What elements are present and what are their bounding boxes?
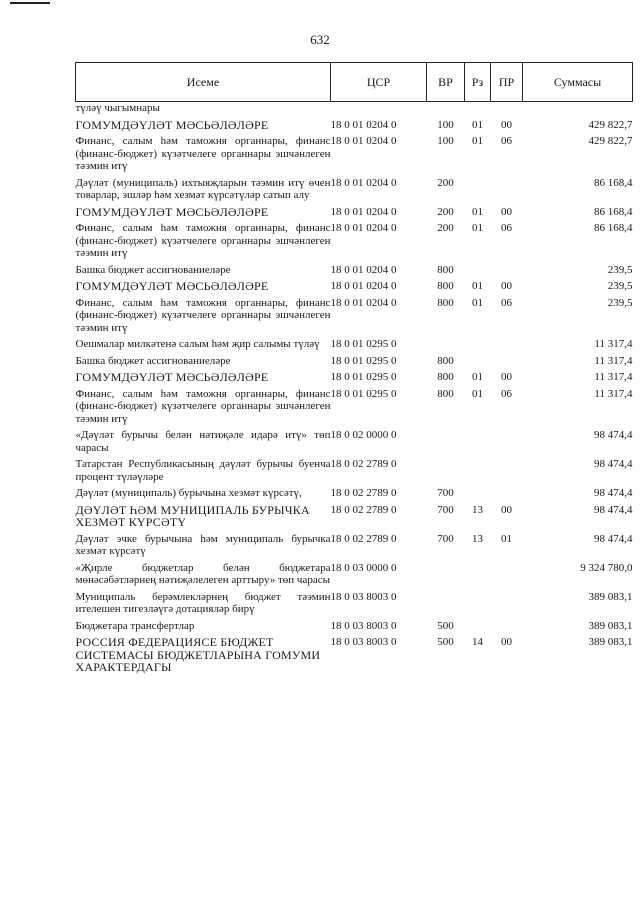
row-rz: 01	[472, 205, 483, 218]
row-sum: 98 474,4	[594, 503, 633, 516]
row-rz: 01	[472, 135, 483, 147]
row-sum: 429 822,7	[588, 135, 633, 147]
row-rz: 01	[472, 387, 483, 400]
row-rz	[465, 560, 491, 589]
row-vr: 200	[437, 176, 454, 189]
row-sum: 11 317,4	[594, 371, 633, 383]
row-sum: 11 317,4	[594, 354, 633, 367]
row-pr	[491, 336, 523, 353]
row-vr: 500	[437, 619, 454, 632]
table-row	[76, 456, 633, 485]
header-name: Исеме	[76, 63, 331, 102]
row-csr: 18 0 01 0204 0	[330, 135, 397, 147]
row-csr: 18 0 01 0204 0	[330, 176, 397, 189]
row-rz: 01	[472, 118, 483, 131]
row-vr: 800	[437, 280, 454, 292]
row-name: РОССИЯ ФЕДЕРАЦИЯСЕ БЮДЖЕТ СИСТЕМАСЫ БЮДЖЕТЛАРЫНА ГОМУМИ ХАРАКТЕРДАГЫ	[75, 635, 321, 674]
row-vr: 200	[437, 205, 454, 218]
header-pr: ПР	[491, 63, 523, 102]
table-row	[76, 133, 633, 175]
row-sum: 389 083,1	[588, 590, 633, 603]
row-vr	[427, 560, 465, 589]
row-rz: 13	[472, 532, 483, 545]
row-name: Бюджетара трансфертлар	[75, 619, 195, 632]
row-rz	[465, 262, 491, 279]
row-csr: 18 0 02 2789 0	[330, 503, 397, 516]
row-pr	[491, 485, 523, 502]
row-sum: 239,5	[607, 280, 633, 292]
row-vr: 100	[437, 135, 454, 147]
row-pr	[491, 102, 523, 117]
table-row	[76, 336, 633, 353]
row-rz: 01	[472, 371, 483, 383]
row-csr: 18 0 01 0295 0	[330, 371, 397, 383]
row-csr: 18 0 01 0204 0	[330, 263, 397, 276]
row-name: Оешмалар милкәтенә салым һәм җир салымы түләү	[75, 338, 320, 350]
row-pr: 00	[501, 371, 512, 383]
table-row	[76, 353, 633, 370]
row-sum: 86 168,4	[594, 205, 633, 218]
row-csr: 18 0 01 0204 0	[330, 118, 397, 131]
row-csr: 18 0 02 2789 0	[330, 458, 397, 470]
table-header-row	[76, 63, 633, 102]
row-vr: 800	[437, 371, 454, 383]
row-sum: 98 474,4	[594, 532, 633, 545]
row-rz	[465, 485, 491, 502]
row-rz: 01	[472, 296, 483, 309]
row-csr: 18 0 02 0000 0	[330, 429, 397, 441]
table-row	[76, 589, 633, 618]
table-row	[76, 386, 633, 428]
row-sum: 11 317,4	[594, 338, 633, 350]
row-csr: 18 0 02 2789 0	[330, 532, 397, 545]
row-sum: 389 083,1	[588, 636, 633, 648]
row-name: Финанс, салым һәм таможня органнары, финанс (финанс-бюджет) күзәтчелеге органнары эшчәнлеген тәэмин итү	[75, 296, 331, 334]
table-row	[76, 618, 633, 635]
row-vr	[427, 336, 465, 353]
table-row	[76, 369, 633, 386]
row-csr: 18 0 03 8003 0	[330, 636, 397, 648]
page-number: 632	[310, 32, 330, 47]
table-row	[76, 295, 633, 337]
row-vr: 700	[437, 503, 454, 516]
row-sum	[523, 102, 633, 117]
table-row	[76, 262, 633, 279]
row-name: Башка бюджет ассигнованиеләре	[75, 263, 231, 276]
header-rz: Рз	[465, 63, 491, 102]
row-pr: 00	[501, 118, 512, 131]
row-vr: 800	[437, 263, 454, 276]
row-csr: 18 0 02 2789 0	[330, 487, 397, 499]
row-rz	[465, 353, 491, 370]
table-row	[76, 175, 633, 204]
row-vr: 200	[437, 222, 454, 234]
row-sum: 11 317,4	[594, 387, 633, 400]
row-name: ГОМУМДӘҮЛӘТ МӘСЬӘЛӘЛӘРЕ	[75, 370, 269, 384]
row-name: ГОМУМДӘҮЛӘТ МӘСЬӘЛӘЛӘРЕ	[75, 279, 269, 293]
table-row	[76, 204, 633, 221]
table-row	[76, 427, 633, 456]
row-csr: 18 0 01 0295 0	[330, 338, 397, 350]
row-pr	[491, 589, 523, 618]
row-csr: 18 0 01 0204 0	[330, 296, 397, 309]
row-vr: 500	[437, 636, 454, 648]
row-pr: 00	[501, 636, 512, 648]
row-pr: 06	[501, 135, 512, 147]
row-name: Дәүләт (муниципаль) бурычына хезмәт күрсәтү,	[75, 487, 302, 499]
row-pr: 06	[501, 222, 512, 234]
row-vr: 800	[437, 296, 454, 309]
row-vr: 100	[437, 118, 454, 131]
row-rz	[465, 618, 491, 635]
row-csr: 18 0 01 0295 0	[330, 354, 397, 367]
row-sum: 98 474,4	[594, 458, 633, 470]
table-row	[76, 485, 633, 502]
row-rz: 14	[472, 636, 483, 648]
row-csr: 18 0 03 0000 0	[330, 561, 397, 574]
row-name: Татарстан Республикасының дәүләт бурычы буенча процент түләүләре	[75, 458, 331, 483]
header-sum: Суммасы	[523, 63, 633, 102]
table-row	[76, 634, 633, 676]
row-csr: 18 0 01 0204 0	[330, 205, 397, 218]
top-rule	[10, 2, 50, 4]
row-rz: 01	[472, 222, 483, 234]
table-row	[76, 278, 633, 295]
row-rz	[465, 336, 491, 353]
row-sum: 429 822,7	[588, 118, 633, 131]
row-csr: 18 0 03 8003 0	[330, 619, 397, 632]
row-pr: 00	[501, 205, 512, 218]
row-sum: 239,5	[607, 263, 633, 276]
row-vr	[427, 456, 465, 485]
row-pr: 06	[501, 296, 512, 309]
table-row	[76, 531, 633, 560]
row-csr: 18 0 03 8003 0	[330, 590, 397, 603]
header-vr: ВР	[427, 63, 465, 102]
row-pr: 06	[501, 387, 512, 400]
row-pr	[491, 560, 523, 589]
row-vr: 800	[437, 387, 454, 400]
row-pr	[491, 353, 523, 370]
row-pr	[491, 175, 523, 204]
row-pr	[491, 427, 523, 456]
row-name: «Җирле бюджетлар белән бюджетара мөнәсәбәтләрнең нәтиҗәлелеген арттыру» төп чарасы	[75, 561, 331, 586]
row-pr	[491, 456, 523, 485]
row-name: Дәүләт эчке бурычына һәм муниципаль бурычка хезмәт күрсәтү	[75, 532, 331, 557]
row-pr: 00	[501, 280, 512, 292]
row-sum: 86 168,4	[594, 222, 633, 234]
row-vr	[427, 589, 465, 618]
row-rz	[465, 427, 491, 456]
row-name: түләү чыгымнары	[75, 102, 160, 114]
row-name: Финанс, салым һәм таможня органнары, финанс (финанс-бюджет) күзәтчелеге органнары эшчәнлеген тәэмин итү	[75, 222, 331, 259]
row-vr: 700	[437, 532, 454, 545]
row-rz: 13	[472, 503, 483, 516]
row-vr	[427, 427, 465, 456]
row-vr: 800	[437, 354, 454, 367]
row-rz: 01	[472, 280, 483, 292]
row-name: Дәүләт (муниципаль) ихтыяҗларын тәэмин итү өчен товарлар, эшләр һәм хезмәт күрсәтүләр сатып алу	[75, 176, 331, 201]
table-row	[76, 117, 633, 134]
row-sum: 86 168,4	[594, 176, 633, 189]
row-name: Финанс, салым һәм таможня органнары, финанс (финанс-бюджет) күзәтчелеге органнары эшчәнлеген тәэмин итү	[75, 135, 331, 172]
row-rz	[465, 456, 491, 485]
row-sum: 239,5	[607, 296, 633, 309]
budget-table	[75, 62, 633, 676]
row-vr	[427, 102, 465, 117]
header-csr: ЦСР	[331, 63, 427, 102]
row-csr	[331, 102, 427, 117]
table-row	[76, 220, 633, 262]
row-sum: 98 474,4	[594, 429, 633, 441]
row-pr	[491, 618, 523, 635]
row-name: ДӘҮЛӘТ ҺӘМ МУНИЦИПАЛЬ БУРЫЧКА ХЕЗМӘТ КҮРСӘТҮ	[75, 502, 310, 529]
row-name: ГОМУМДӘҮЛӘТ МӘСЬӘЛӘЛӘРЕ	[75, 204, 269, 219]
row-name: Муниципаль берәмлекләрнең бюджет тәэмин ителешен тигезләүгә дотацияләр бирү	[75, 590, 331, 615]
row-rz	[465, 589, 491, 618]
row-pr	[491, 262, 523, 279]
row-sum: 9 324 780,0	[580, 561, 633, 574]
table-row	[76, 560, 633, 589]
row-vr: 700	[437, 487, 454, 499]
row-name: Башка бюджет ассигнованиеләре	[75, 354, 231, 367]
row-csr: 18 0 01 0204 0	[330, 222, 397, 234]
row-name: «Дәүләт бурычы белән нәтиҗәле идарә итү» төп чарасы	[75, 429, 331, 454]
table-row	[76, 502, 633, 531]
row-name: ГОМУМДӘҮЛӘТ МӘСЬӘЛӘЛӘРЕ	[75, 117, 269, 132]
row-rz	[465, 175, 491, 204]
row-sum: 98 474,4	[594, 487, 633, 499]
row-pr: 01	[501, 532, 512, 545]
table-row	[76, 102, 633, 117]
row-rz	[465, 102, 491, 117]
row-pr: 00	[501, 503, 512, 516]
row-csr: 18 0 01 0295 0	[330, 387, 397, 400]
row-name: Финанс, салым һәм таможня органнары, финанс (финанс-бюджет) күзәтчелеге органнары эшчәнлеген тәэмин итү	[75, 387, 331, 425]
row-sum: 389 083,1	[588, 619, 633, 632]
row-csr: 18 0 01 0204 0	[330, 280, 397, 292]
